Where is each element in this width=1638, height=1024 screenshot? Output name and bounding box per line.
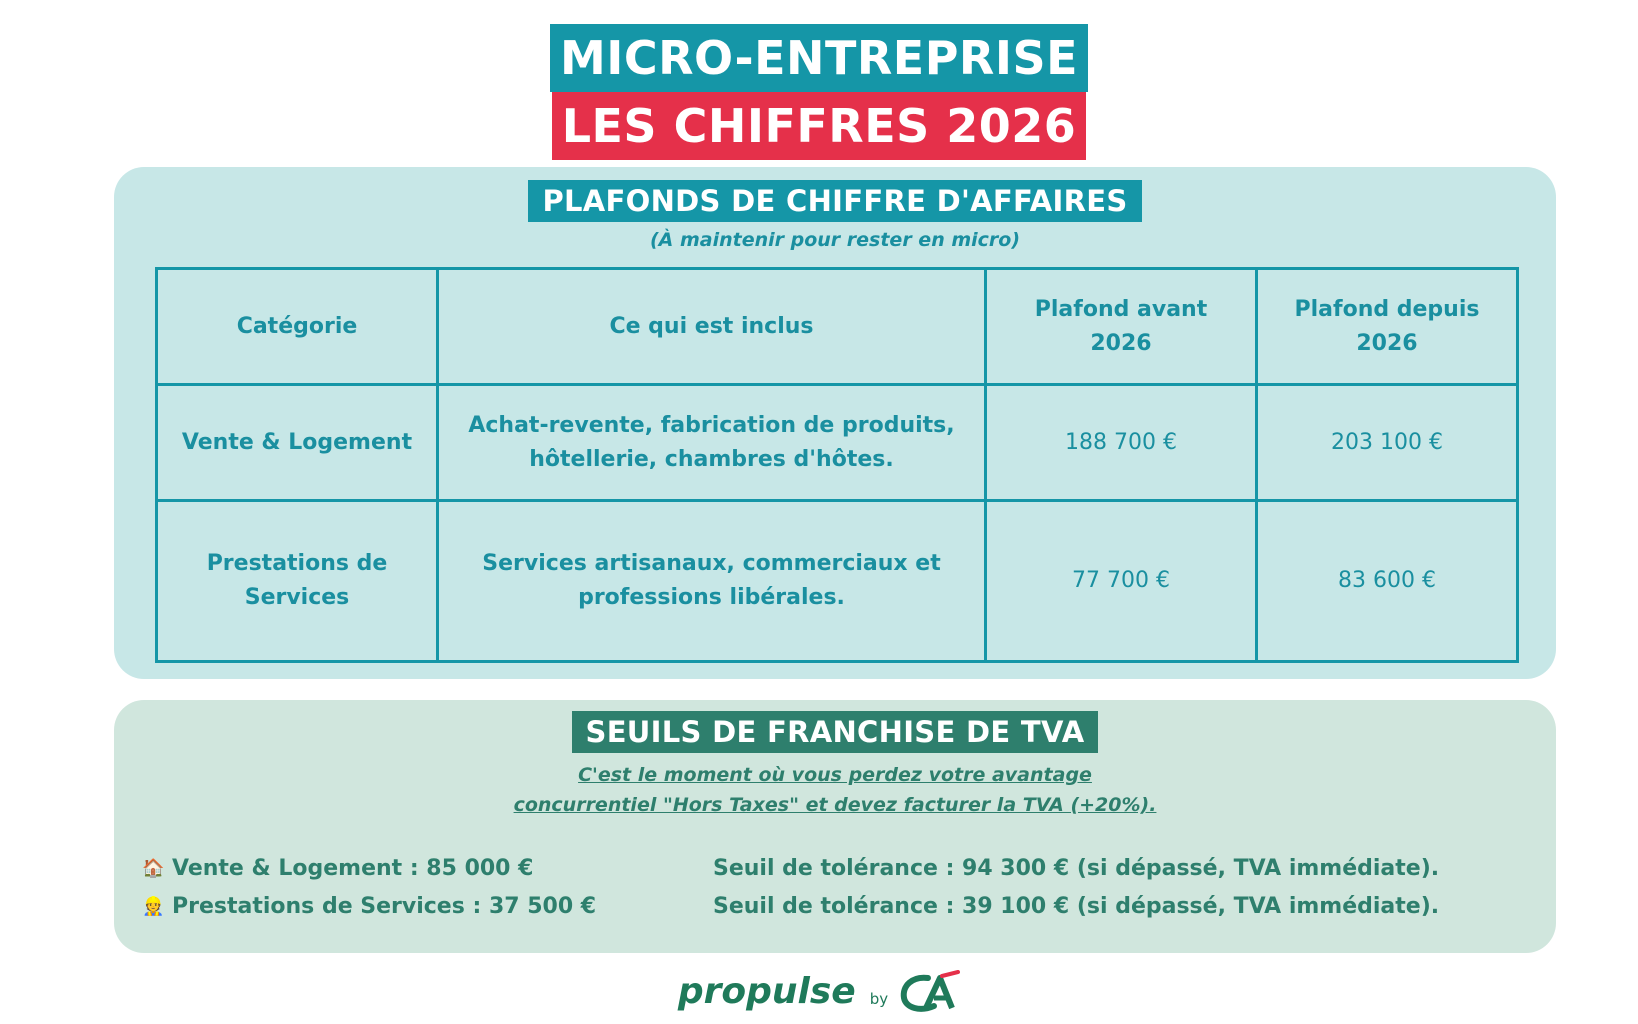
tva-panel	[114, 700, 1556, 953]
tolerance-text: Seuil de tolérance : 39 100 € (si dépassé, TVA immédiate).	[713, 894, 1440, 919]
row-before: 77 700 €	[986, 501, 1257, 662]
row-category: Vente & Logement	[157, 385, 438, 501]
footer-logo	[0, 970, 1638, 1014]
ceilings-title: PLAFONDS DE CHIFFRE D'AFFAIRES	[114, 180, 1556, 222]
row-category: Prestations de Services	[157, 501, 438, 662]
ceilings-table	[155, 267, 1519, 663]
table-row	[157, 385, 1518, 501]
threshold-label: Vente & Logement : 85 000 €	[172, 856, 534, 881]
worker-icon: 👷	[142, 896, 165, 917]
header-after: Plafond depuis 2026	[1257, 269, 1518, 385]
ceilings-panel	[114, 167, 1556, 679]
list-item	[142, 888, 1542, 926]
house-icon: 🏠	[142, 858, 165, 879]
propulse-logo: propulse	[677, 971, 856, 1012]
tolerance-text: Seuil de tolérance : 94 300 € (si dépassé, TVA immédiate).	[713, 856, 1440, 881]
row-included: Services artisanaux, commerciaux et professions libérales.	[438, 501, 986, 662]
row-after: 203 100 €	[1257, 385, 1518, 501]
list-item	[142, 850, 1542, 888]
by-text: by	[869, 990, 889, 1008]
table-row	[157, 501, 1518, 662]
row-included: Achat-revente, fabrication de produits, hôtellerie, chambres d'hôtes.	[438, 385, 986, 501]
table-header-row	[157, 269, 1518, 385]
tva-subtitle: C'est le moment où vous perdez votre avantage concurrentiel "Hors Taxes" et devez facturer la TVA (+20%).	[513, 764, 1157, 816]
header-category: Catégorie	[157, 269, 438, 385]
row-before: 188 700 €	[986, 385, 1257, 501]
threshold-label: Prestations de Services : 37 500 €	[172, 894, 597, 919]
tva-thresholds	[142, 850, 1542, 926]
header-included: Ce qui est inclus	[438, 269, 986, 385]
row-after: 83 600 €	[1257, 501, 1518, 662]
title-line-1: MICRO-ENTREPRISE	[550, 24, 1088, 92]
tva-title: SEUILS DE FRANCHISE DE TVA	[114, 711, 1556, 753]
title-line-2: LES CHIFFRES 2026	[552, 92, 1087, 160]
ceilings-subtitle: (À maintenir pour rester en micro)	[649, 229, 1021, 251]
ca-logo-icon	[898, 970, 960, 1014]
header-before: Plafond avant 2026	[986, 269, 1257, 385]
page-title	[0, 24, 1638, 160]
